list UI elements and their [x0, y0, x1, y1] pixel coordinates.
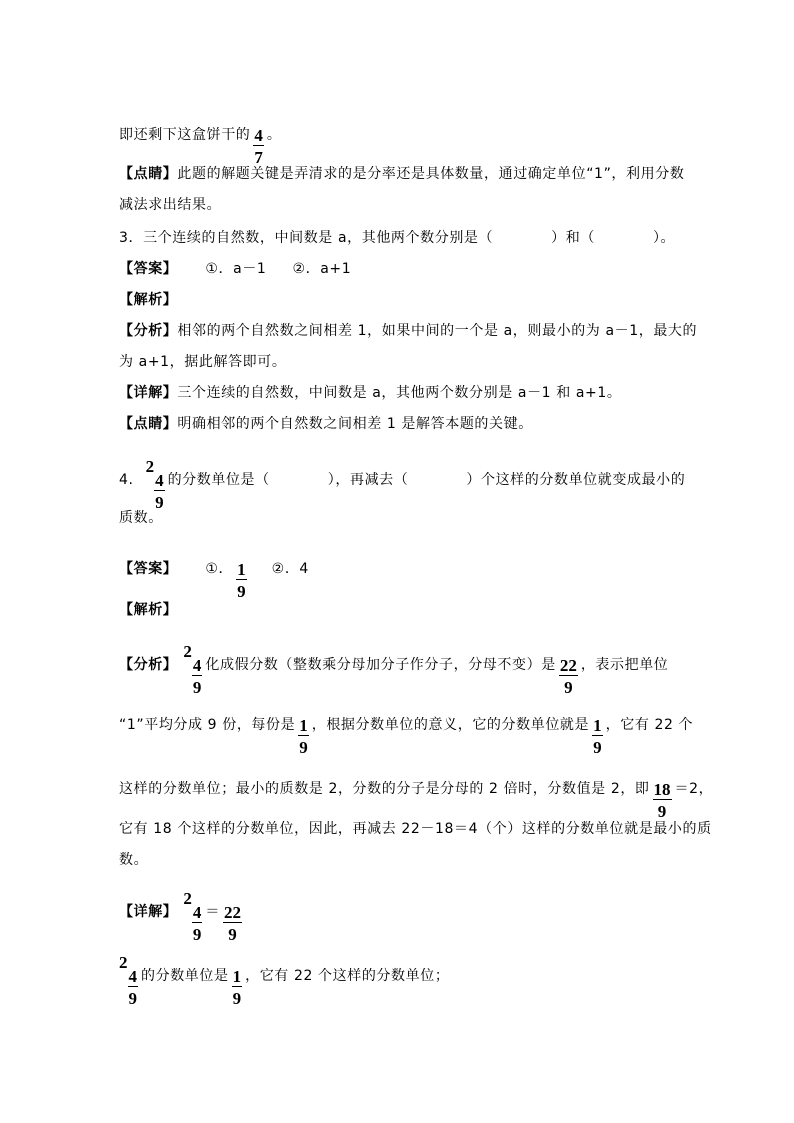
- numerator: 4: [192, 656, 202, 675]
- numerator: 22: [559, 656, 577, 675]
- numerator: 1: [237, 560, 246, 579]
- tag: 【解析】: [119, 292, 178, 308]
- text: 的分数单位是: [141, 968, 229, 984]
- fraction: [223, 903, 242, 944]
- detail-4-1: [119, 889, 245, 944]
- text: 相邻的两个自然数之间相差 1，如果中间的一个是 a，则最小的为 a－1，最大的: [177, 323, 698, 339]
- denominator: 9: [593, 738, 602, 757]
- dianjing-3: [119, 415, 533, 433]
- fraction: [253, 126, 264, 167]
- fraction: [236, 560, 247, 601]
- whole: 2: [183, 889, 192, 908]
- text: “1”平均分成 9 份，每份是: [119, 717, 296, 733]
- tag: 【分析】: [119, 323, 178, 339]
- denominator: 9: [299, 738, 308, 757]
- fraction: [653, 780, 672, 821]
- tag: 【详解】: [119, 904, 178, 920]
- analysis-4-1: [119, 642, 669, 697]
- text: ，表示把单位: [580, 657, 669, 673]
- dianjing-1: [119, 165, 684, 183]
- denominator: 9: [155, 493, 164, 512]
- answer-3: [119, 260, 351, 278]
- tag: 【解析】: [119, 602, 178, 618]
- fraction: [192, 656, 203, 697]
- analysis-3: [119, 322, 697, 340]
- fraction: [128, 967, 139, 1008]
- text: 三个连续的自然数，中间数是 a，其他两个数分别是 a－1 和 a+1。: [177, 385, 622, 401]
- numerator: 1: [232, 967, 242, 986]
- denominator: 9: [237, 582, 246, 601]
- numerator: 4: [254, 126, 263, 145]
- text: ＝: [205, 904, 221, 920]
- denominator: 9: [192, 925, 202, 944]
- text: 为 a+1，据此解答即可。: [119, 354, 287, 370]
- text: ）。: [652, 230, 676, 246]
- text: ）和（: [551, 230, 595, 246]
- text: 。: [266, 127, 282, 143]
- text: ，根据分数单位的意义，它的分数单位就是: [311, 717, 590, 733]
- denominator: 7: [254, 148, 263, 167]
- text: 减法求出结果。: [119, 197, 222, 213]
- answer-2: ②．a+1: [292, 261, 352, 277]
- fraction: [192, 903, 203, 944]
- answer-1: ①．a－1: [205, 261, 267, 277]
- question-4: [119, 457, 686, 512]
- text: 的分数单位是（: [167, 472, 270, 488]
- denominator: 9: [564, 678, 573, 697]
- tag: 【点睛】: [119, 416, 178, 432]
- tag: 【点睛】: [119, 166, 178, 182]
- numerator: 4: [128, 967, 137, 986]
- text: 此题的解题关键是弄清求的是分率还是具体数量，通过确定单位“1”，利用分数: [177, 166, 685, 182]
- denominator: 9: [192, 678, 202, 697]
- text: 它有 18 个这样的分数单位，因此，再减去 22－18＝4（个）这样的分数单位就是最小的质: [119, 821, 712, 837]
- fraction: [592, 716, 603, 757]
- text: ）个这样的分数单位就变成最小的: [466, 472, 686, 488]
- text: 明确相邻的两个自然数之间相差 1 是解答本题的关键。: [177, 416, 533, 432]
- tag: 【答案】: [119, 261, 178, 277]
- text: 3．三个连续的自然数，中间数是 a，其他两个数分别是（: [119, 230, 494, 246]
- detail-3: [119, 384, 622, 402]
- fraction: [559, 656, 578, 697]
- whole: 2: [145, 457, 155, 476]
- whole: 2: [183, 642, 192, 661]
- denominator: 9: [232, 989, 242, 1008]
- text: 即还剩下这盒饼干的: [119, 127, 251, 143]
- fraction: [154, 471, 165, 512]
- numerator: 1: [299, 716, 308, 735]
- text: ，它有 22 个这样的分数单位；: [245, 968, 450, 984]
- detail-4-2: [119, 953, 450, 1008]
- fraction: [232, 967, 243, 1008]
- numerator: 4: [155, 471, 164, 490]
- numerator: 18: [653, 780, 671, 799]
- text: 数。: [119, 852, 149, 868]
- text: 这样的分数单位；最小的质数是 2，分数的分子是分母的 2 倍时，分数值是 2，即: [119, 781, 650, 797]
- text: ），再减去（: [327, 472, 409, 488]
- fraction: [298, 716, 309, 757]
- text: 质数。: [119, 510, 163, 526]
- answer-1: ①．: [205, 561, 234, 577]
- denominator: 9: [228, 925, 237, 944]
- tag: 【分析】: [119, 657, 178, 673]
- numerator: 22: [224, 903, 242, 922]
- denominator: 9: [657, 802, 667, 821]
- analysis-4-2: [119, 716, 693, 757]
- text: ＝2，: [674, 781, 714, 797]
- whole: 2: [119, 953, 128, 972]
- line-remaining: [119, 126, 282, 167]
- analysis-4-3: [119, 780, 713, 821]
- question-3: [119, 229, 675, 247]
- answer-2: ②．4: [271, 561, 309, 577]
- denominator: 9: [128, 989, 137, 1008]
- text: ，它有 22 个: [605, 717, 694, 733]
- text: 4.: [119, 472, 134, 488]
- tag: 【答案】: [119, 561, 178, 577]
- tag: 【详解】: [119, 385, 178, 401]
- answer-4: [119, 560, 309, 601]
- numerator: 4: [192, 903, 202, 922]
- text: 化成假分数（整数乘分母加分子作分子，分母不变）是: [205, 657, 556, 673]
- numerator: 1: [593, 716, 602, 735]
